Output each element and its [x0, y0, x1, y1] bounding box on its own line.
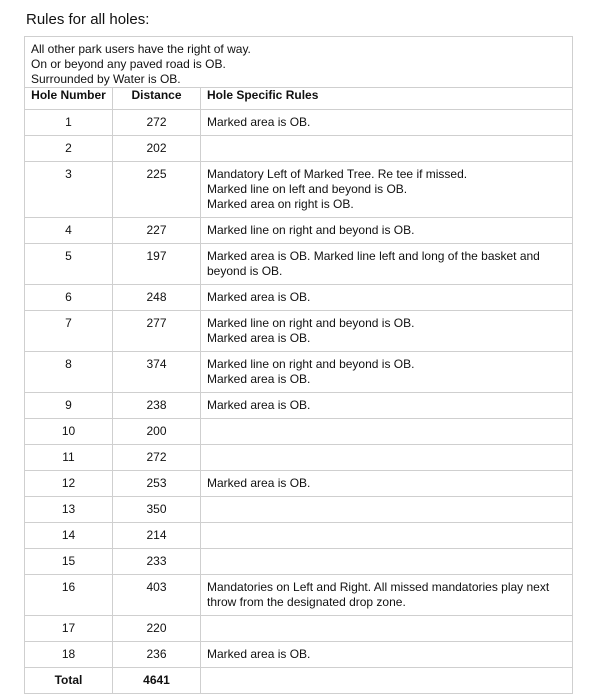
table-row: [25, 162, 573, 218]
hole-number-cell: 16: [25, 575, 113, 616]
table-row: [25, 549, 573, 575]
general-rule: All other park users have the right of way.: [31, 42, 251, 56]
table-row: [25, 497, 573, 523]
table-row: [25, 445, 573, 471]
hole-number-cell: 10: [25, 419, 113, 445]
table-row: [25, 218, 573, 244]
hole-rule-line: Marked area is OB.: [207, 372, 311, 386]
hole-rule-line: Marked area is OB. Marked line left and long of the basket and beyond is OB.: [207, 249, 540, 278]
hole-rules-cell: [201, 311, 573, 352]
total-distance: 4641: [113, 668, 201, 694]
hole-rules-cell: [201, 471, 573, 497]
hole-rule-line: Marked area is OB.: [207, 398, 311, 412]
hole-rule-line: Marked area is OB.: [207, 647, 311, 661]
hole-number-cell: 15: [25, 549, 113, 575]
hole-number-cell: 8: [25, 352, 113, 393]
total-row: [25, 668, 573, 694]
hole-number-cell: 14: [25, 523, 113, 549]
table-row: [25, 575, 573, 616]
table-row: [25, 419, 573, 445]
hole-rules-cell: [201, 285, 573, 311]
hole-number-cell: 13: [25, 497, 113, 523]
distance-cell: 277: [113, 311, 201, 352]
distance-cell: 238: [113, 393, 201, 419]
hole-rule-line: Marked line on right and beyond is OB.: [207, 357, 415, 371]
table-row: [25, 110, 573, 136]
hole-number-cell: 9: [25, 393, 113, 419]
hole-number-header: Hole Number: [25, 88, 113, 110]
hole-rules-cell: [201, 393, 573, 419]
distance-header: Distance: [113, 88, 201, 110]
hole-rules-cell: [201, 244, 573, 285]
hole-rules-cell: [201, 110, 573, 136]
table-row: [25, 244, 573, 285]
general-rule: Surrounded by Water is OB.: [31, 72, 181, 86]
distance-cell: 253: [113, 471, 201, 497]
distance-cell: 272: [113, 110, 201, 136]
hole-rule-line: Mandatories on Left and Right. All missed mandatories play next throw from the designated drop zone.: [207, 580, 550, 609]
distance-cell: 374: [113, 352, 201, 393]
hole-number-cell: 1: [25, 110, 113, 136]
hole-rules-cell: [201, 616, 573, 642]
general-rules-row: [25, 37, 573, 88]
distance-cell: 272: [113, 445, 201, 471]
table-row: [25, 642, 573, 668]
table-row: [25, 285, 573, 311]
table-row: [25, 616, 573, 642]
table-row: [25, 471, 573, 497]
hole-rules-table: [24, 36, 573, 694]
distance-cell: 220: [113, 616, 201, 642]
hole-rule-line: Mandatory Left of Marked Tree. Re tee if missed.: [207, 167, 468, 181]
hole-rules-header: Hole Specific Rules: [201, 88, 573, 110]
distance-cell: 227: [113, 218, 201, 244]
table-row: [25, 393, 573, 419]
hole-rule-line: Marked line on right and beyond is OB.: [207, 316, 415, 330]
hole-number-cell: 6: [25, 285, 113, 311]
hole-number-cell: 12: [25, 471, 113, 497]
hole-number-cell: 18: [25, 642, 113, 668]
hole-rule-line: Marked line on left and beyond is OB.: [207, 182, 408, 196]
hole-rules-cell: [201, 162, 573, 218]
page-title: Rules for all holes:: [26, 11, 150, 28]
hole-number-cell: 2: [25, 136, 113, 162]
total-rules-cell: [201, 668, 573, 694]
column-header-row: [25, 88, 573, 110]
distance-cell: 225: [113, 162, 201, 218]
hole-rules-cell: [201, 523, 573, 549]
hole-rule-line: Marked area is OB.: [207, 115, 311, 129]
distance-cell: 214: [113, 523, 201, 549]
hole-rules-cell: [201, 575, 573, 616]
hole-rules-cell: [201, 352, 573, 393]
hole-rules-cell: [201, 549, 573, 575]
distance-cell: 248: [113, 285, 201, 311]
hole-number-cell: 4: [25, 218, 113, 244]
total-label: Total: [25, 668, 113, 694]
table-row: [25, 136, 573, 162]
hole-rules-cell: [201, 445, 573, 471]
distance-cell: 236: [113, 642, 201, 668]
hole-rule-line: Marked area on right is OB.: [207, 197, 354, 211]
hole-rule-line: Marked area is OB.: [207, 476, 311, 490]
hole-rules-cell: [201, 419, 573, 445]
distance-cell: 233: [113, 549, 201, 575]
distance-cell: 202: [113, 136, 201, 162]
distance-cell: 403: [113, 575, 201, 616]
hole-number-cell: 17: [25, 616, 113, 642]
hole-rules-cell: [201, 642, 573, 668]
hole-number-cell: 5: [25, 244, 113, 285]
table-row: [25, 311, 573, 352]
general-rule: On or beyond any paved road is OB.: [31, 57, 226, 71]
hole-rules-cell: [201, 218, 573, 244]
hole-number-cell: 7: [25, 311, 113, 352]
table-row: [25, 352, 573, 393]
distance-cell: 200: [113, 419, 201, 445]
hole-rules-cell: [201, 497, 573, 523]
hole-rule-line: Marked area is OB.: [207, 331, 311, 345]
distance-cell: 197: [113, 244, 201, 285]
hole-number-cell: 11: [25, 445, 113, 471]
hole-rule-line: Marked line on right and beyond is OB.: [207, 223, 415, 237]
table-row: [25, 523, 573, 549]
general-rules-cell: [25, 37, 573, 88]
hole-number-cell: 3: [25, 162, 113, 218]
hole-rules-cell: [201, 136, 573, 162]
distance-cell: 350: [113, 497, 201, 523]
hole-rule-line: Marked area is OB.: [207, 290, 311, 304]
